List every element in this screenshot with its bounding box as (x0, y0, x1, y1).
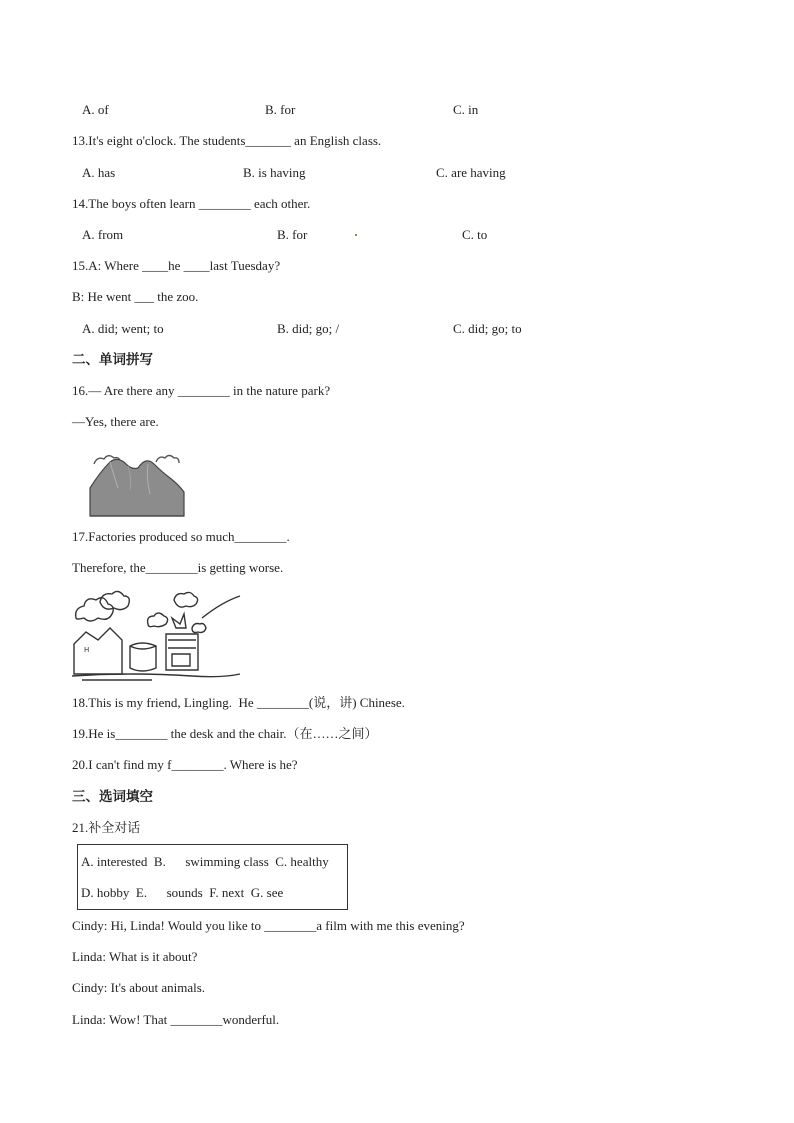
word-bank-row-2: D. hobby E. sounds F. next G. see (81, 885, 284, 900)
q15-option-b: B. did; go; / (277, 321, 340, 336)
q15-line2: B: He went ___ the zoo. (72, 289, 199, 304)
q12-option-c: C. in (453, 102, 479, 117)
q17-line1: 17.Factories produced so much________. (72, 529, 290, 544)
q20-text: 20.I can't find my f________. Where is he? (72, 757, 298, 772)
dialog-line-1: Cindy: Hi, Linda! Would you like to ________a film with me this evening? (72, 918, 465, 933)
q16-line1: 16.— Are there any ________ in the nature park? (72, 383, 331, 398)
q21-title: 21.补全对话 (72, 820, 141, 835)
dialog-line-4: Linda: Wow! That ________wonderful. (72, 1012, 280, 1027)
q19-text: 19.He is________ the desk and the chair.（在……之间） (72, 726, 378, 741)
q13-text: 13.It's eight o'clock. The students_______ an English class. (72, 133, 382, 148)
dialog-line-3: Cindy: It's about animals. (72, 980, 206, 995)
svg-text:H: H (84, 646, 90, 654)
q14-option-c: C. to (462, 227, 488, 242)
q15-option-a: A. did; went; to (82, 321, 164, 336)
q14-option-b: B. for (277, 227, 308, 242)
stray-dot (355, 234, 357, 236)
q18-text: 18.This is my friend, Lingling. He ________(说，讲) Chinese. (72, 695, 405, 710)
word-bank-row-1: A. interested B. swimming class C. healthy (81, 854, 329, 869)
mountains-picture (88, 442, 186, 518)
q16-line2: —Yes, there are. (72, 414, 159, 429)
q14-option-a: A. from (82, 227, 124, 242)
dialog-line-2: Linda: What is it about? (72, 949, 198, 964)
q13-option-c: C. are having (436, 165, 506, 180)
q14-text: 14.The boys often learn ________ each other. (72, 196, 311, 211)
section-heading-spelling: 二、单词拼写 (72, 352, 153, 368)
section-heading-word-choice: 三、选词填空 (72, 789, 153, 805)
q15-line1: 15.A: Where ____he ____last Tuesday? (72, 258, 281, 273)
q13-option-b: B. is having (243, 165, 306, 180)
q17-line2: Therefore, the________is getting worse. (72, 560, 284, 575)
q13-option-a: A. has (82, 165, 116, 180)
word-bank-box (77, 844, 348, 910)
q12-option-a: A. of (82, 102, 109, 117)
q12-option-b: B. for (265, 102, 296, 117)
q15-option-c: C. did; go; to (453, 321, 522, 336)
pollution-picture (72, 588, 242, 684)
